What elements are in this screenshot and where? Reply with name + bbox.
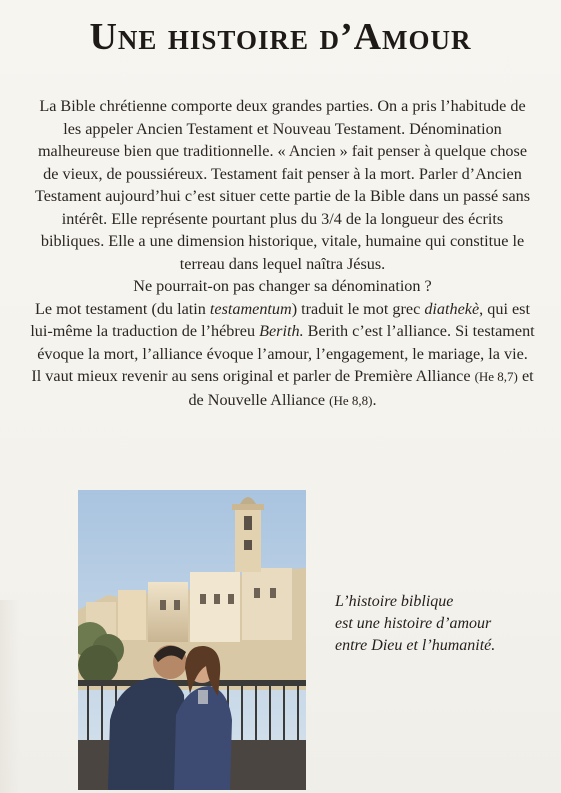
page-title: Une histoire d’Amour <box>89 16 472 58</box>
paragraph-4-part-b: et de Nouvelle Alliance <box>188 367 534 409</box>
couple-photo <box>78 490 306 790</box>
paragraph-3-part-d: Berith c’est l’alliance. Si testament évoque la mort, l’alliance évoque l’amour, l’engagement, le mariage, la vie. <box>37 322 535 363</box>
paragraph-4-part-a: Il vaut mieux revenir au sens original et parler de Première Alliance <box>31 367 475 385</box>
caption-line-2: est une histoire d’amour <box>335 615 492 632</box>
couple-illustration <box>78 490 306 790</box>
latin-word: testamentum <box>209 299 292 318</box>
article-body <box>30 95 535 412</box>
paragraph-3-part-a: Le mot testament (du latin <box>35 299 210 318</box>
bible-reference-2: (He 8,8) <box>329 392 373 408</box>
scan-shadow <box>0 600 20 793</box>
paragraph-3-part-c: , qui est lui-même la traduction de l’hébreu <box>30 299 530 340</box>
paragraph-1: La Bible chrétienne comporte deux grandes parties. On a pris l’habitude de les appeler Ancien Testament et Nouveau Testament. Dénomination malheureuse bien que traditionnelle. « Ancien » fait penser à quelque chose de vieux, de poussiéreux. Testament fait penser à la mort. Parler d’Ancien Testament aujourd’hui c’est situer cette partie de la Bible dans un passé sans intérêt. Elle représente pourtant plus du 3/4 de la longueur des écrits bibliques. Elle a une dimension historique, vitale, humaine qui constitue le terreau dans lequel naîtra Jésus. <box>34 97 531 273</box>
photo-caption <box>335 591 555 657</box>
paragraph-2: Ne pourrait-on pas changer sa dénomination ? <box>133 277 432 295</box>
caption-line-3: entre Dieu et l’humanité. <box>335 637 496 654</box>
paragraph-3-part-b: ) traduit le mot grec <box>291 299 425 318</box>
caption-line-1: L’histoire biblique <box>335 593 454 610</box>
paragraph-4-part-c: . <box>372 390 377 409</box>
bible-reference-1: (He 8,7) <box>474 369 518 384</box>
paragraph-4 <box>30 365 535 412</box>
hebrew-word: Berith. <box>259 322 304 340</box>
greek-word: diathekè <box>424 299 480 318</box>
paragraph-3 <box>30 298 535 366</box>
